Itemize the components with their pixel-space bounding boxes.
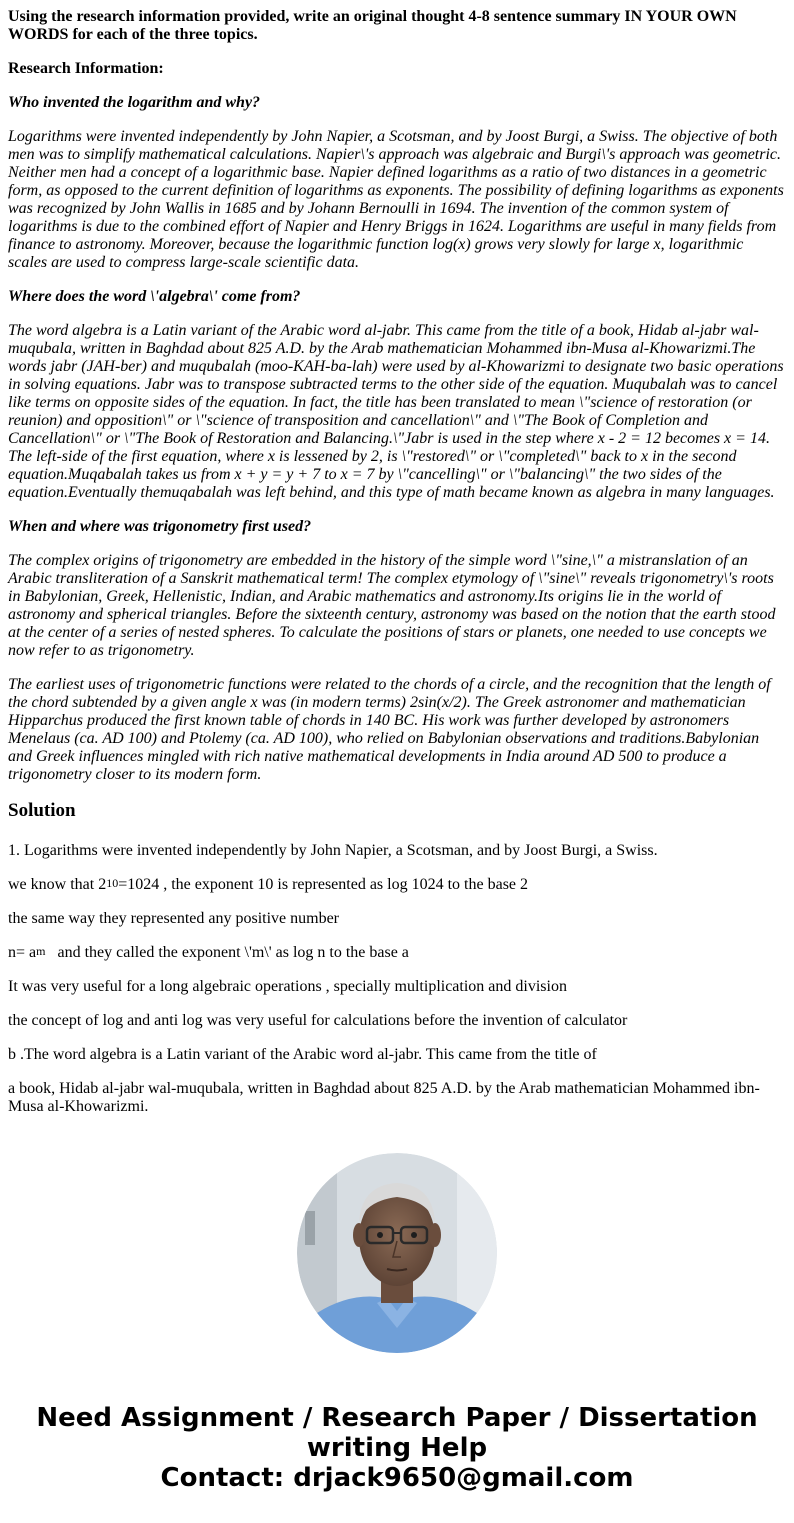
solution-line-general [8,944,786,962]
solution-line-power [8,876,786,894]
question-trigonometry-heading: When and where was trigonometry first used? [8,518,312,535]
exponent: 10 [106,876,119,890]
solution-text: =1024 , the exponent 10 is represented as log 1024 to the base 2 [118,876,529,893]
avatar-portrait [297,1153,497,1353]
question-logarithm-text: Logarithms were invented independently by John Napier, a Scotsman, and by Joost Burgi, a Swiss. The objective of both men was to simplify mathematical calculations. Napier\'s approach was algebraic and Burgi\'s approach was geometric. Neither men had a concept of a logarithmic base. Napier defined logarithms as a ratio of two distances in a geometric form, as opposed to the current definition of logarithms as exponents. The possibility of defining logarithms as exponents was recognized by John Wallis in 1685 and by Johann Bernoulli in 1694. The invention of the common system of logarithms is due to the combined effort of Napier and Henry Briggs in 1624. Logarithms are useful in many fields from finance to astronomy. Moreover, because the logarithmic function log(x) grows very slowly for large x, logarithmic scales are used to compress large-scale scientific data. [8,128,784,271]
question-trigonometry-text-2: The earliest uses of trigonometric functions were related to the chords of a circle, and the recognition that the length of the chord subtended by a given angle x was (in modern terms) 2sin(x/2). The Greek astronomer and mathematician Hipparchus produced the first known table of chords in 140 BC. His work was further developed by astronomers Menelaus (ca. AD 100) and Ptolemy (ca. AD 100), who relied on Babylonian observations and traditions.Babylonian and Greek influences mingled with rich native mathematical developments in India around AD 500 to produce a trigonometry closer to its modern form. [8,676,771,783]
question-trigonometry-text-1: The complex origins of trigonometry are embedded in the history of the simple word \"sine,\" a mistranslation of an Arabic transliteration of a Sanskrit mathematical term! The complex etymology of \"sine\" reveals trigonometry\'s roots in Babylonian, Greek, Hellenistic, Indian, and Arabic mathematics and astronomy.Its origins lie in the world of astronomy and spherical triangles. Before the sixteenth century, astronomy was based on the notion that the earth stood at the center of a series of nested spheres. To calculate the positions of stars or planets, one needed to use concepts we now refer to as trigonometry. [8,552,776,659]
intro-instruction: Using the research information provided, write an original thought 4-8 sentence summary IN YOUR OWN WORDS for each of the three topics. [8,8,737,43]
solution-text: n= a [8,944,37,961]
solution-line: the same way they represented any positive number [8,910,339,927]
solution-line: the concept of log and anti log was very useful for calculations before the invention of calculator [8,1012,628,1029]
avatar [297,1153,497,1353]
footer-contact[interactable]: Contact: drjack9650@gmail.com [160,1463,634,1493]
solution-text: and they called the exponent \'m\' as log n to the base a [57,944,409,961]
footer-banner [0,1403,794,1493]
question-logarithm-heading: Who invented the logarithm and why? [8,94,261,111]
exponent: m [36,944,46,958]
footer-help-text: Need Assignment / Research Paper / Dissertation writing Help [36,1403,758,1463]
solution-line: 1. Logarithms were invented independently by John Napier, a Scotsman, and by Joost Burgi, a Swiss. [8,842,658,859]
solution-line: b .The word algebra is a Latin variant of the Arabic word al-jabr. This came from the title of [8,1046,597,1063]
solution-text: we know that 2 [8,876,107,893]
question-algebra-heading: Where does the word \'algebra\' come from? [8,288,301,305]
solution-line: It was very useful for a long algebraic operations , specially multiplication and division [8,978,567,995]
research-heading: Research Information: [8,60,164,77]
question-algebra-text: The word algebra is a Latin variant of the Arabic word al-jabr. This came from the title of a book, Hidab al-jabr wal-muqubala, written in Baghdad about 825 A.D. by the Arab mathematician Mohammed ibn-Musa al-Khowarizmi.The words jabr (JAH-ber) and muqubalah (moo-KAH-ba-lah) were used by al-Khowarizmi to designate two basic operations in solving equations. Jabr was to transpose subtracted terms to the other side of the equation. Muqubalah was to cancel like terms on opposite sides of the equation. In fact, the title has been translated to mean \"science of restoration (or reunion) and opposition\" or \"science of transposition and cancellation\" and \"The Book of Completion and Cancellation\" or \"The Book of Restoration and Balancing.\"Jabr is used in the step where x - 2 = 12 becomes x = 14. The left-side of the first equation, where x is lessened by 2, is \"restored\" or \"completed\" back to x in the second equation.Muqabalah takes us from x + y = y + 7 to x = 7 by \"cancelling\" or \"balancing\" the two sides of the equation.Eventually themuqabalah was left behind, and this type of math became known as algebra in many languages. [8,322,784,501]
solution-heading: Solution [8,800,76,821]
solution-line: a book, Hidab al-jabr wal-muqubala, written in Baghdad about 825 A.D. by the Arab mathematician Mohammed ibn-Musa al-Khowarizmi. [8,1080,760,1115]
